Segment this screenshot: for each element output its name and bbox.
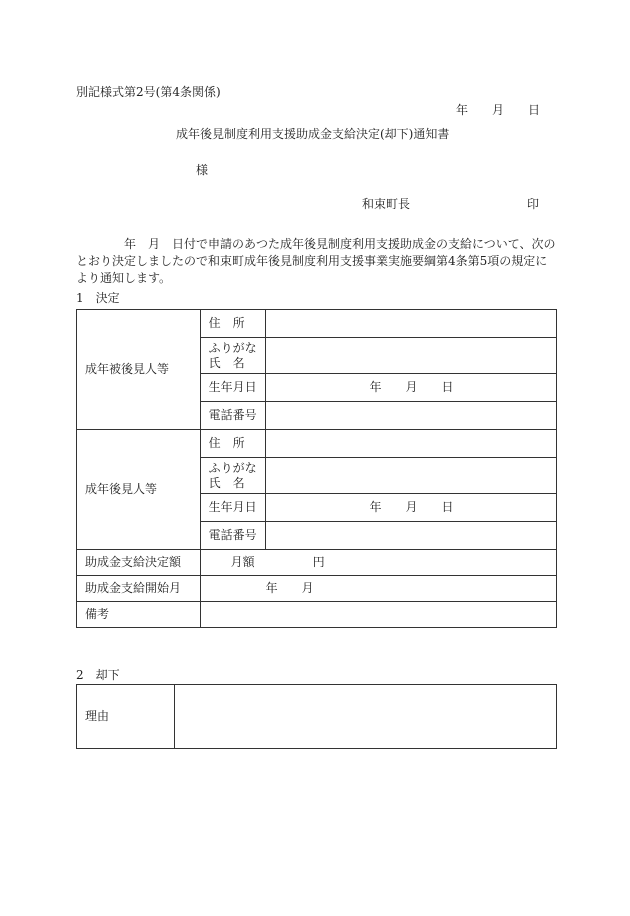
remarks-field[interactable] bbox=[200, 602, 556, 628]
ward-name-label: 氏 名 bbox=[208, 355, 245, 370]
reason-label: 理由 bbox=[77, 685, 175, 749]
issue-date: 年 月 日 bbox=[456, 103, 541, 117]
guardian-phone-field[interactable] bbox=[265, 522, 557, 550]
decision-table bbox=[76, 309, 557, 628]
guardian-name-label: 氏 名 bbox=[208, 475, 245, 490]
section1-heading: 1 決定 bbox=[76, 291, 120, 305]
addressee-suffix: 様 bbox=[196, 163, 209, 177]
ward-dob-value: 年 月 日 bbox=[369, 380, 454, 394]
ward-phone-label: 電話番号 bbox=[200, 402, 265, 430]
start-month-label: 助成金支給開始月 bbox=[77, 576, 201, 602]
ward-dob-field[interactable] bbox=[265, 374, 557, 402]
reason-field[interactable] bbox=[174, 685, 556, 749]
amount-monthly-label: 月額 bbox=[230, 555, 255, 569]
ward-label: 成年被後見人等 bbox=[77, 310, 201, 430]
ward-dob-label: 生年月日 bbox=[200, 374, 265, 402]
issuer-name: 和束町長 bbox=[362, 197, 411, 211]
guardian-dob-label: 生年月日 bbox=[200, 494, 265, 522]
guardian-dob-value: 年 月 日 bbox=[369, 500, 454, 514]
guardian-label: 成年後見人等 bbox=[77, 430, 201, 550]
guardian-name-field[interactable] bbox=[265, 458, 557, 494]
rejection-table bbox=[76, 684, 557, 749]
form-number: 別記様式第2号(第4条関係) bbox=[76, 85, 221, 99]
amount-field[interactable] bbox=[200, 550, 556, 576]
ward-name-field[interactable] bbox=[265, 338, 557, 374]
ward-address-field[interactable] bbox=[265, 310, 557, 338]
guardian-address-field[interactable] bbox=[265, 430, 557, 458]
guardian-name-label-cell bbox=[200, 458, 265, 494]
ward-furigana-label: ふりがな bbox=[208, 340, 257, 355]
ward-phone-field[interactable] bbox=[265, 402, 557, 430]
guardian-dob-field[interactable] bbox=[265, 494, 557, 522]
amount-label: 助成金支給決定額 bbox=[77, 550, 201, 576]
guardian-furigana-label: ふりがな bbox=[208, 460, 257, 475]
guardian-phone-label: 電話番号 bbox=[200, 522, 265, 550]
remarks-label: 備考 bbox=[77, 602, 201, 628]
start-month-value: 年 月 bbox=[265, 581, 314, 595]
amount-yen-label: 円 bbox=[312, 555, 325, 569]
section2-heading: 2 却下 bbox=[76, 668, 120, 682]
seal-mark: 印 bbox=[527, 197, 540, 211]
document-title: 成年後見制度利用支援助成金支給決定(却下)通知書 bbox=[176, 127, 450, 141]
guardian-address-label: 住 所 bbox=[200, 430, 265, 458]
start-month-field[interactable] bbox=[200, 576, 556, 602]
notice-paragraph: 年 月 日付で申請のあつた成年後見制度利用支援助成金の支給について、次のとおり決定しましたので和束町成年後見制度利用支援事業実施要綱第4条第5項の規定により通知します。 bbox=[76, 237, 556, 285]
ward-address-label: 住 所 bbox=[200, 310, 265, 338]
ward-name-label-cell bbox=[200, 338, 265, 374]
